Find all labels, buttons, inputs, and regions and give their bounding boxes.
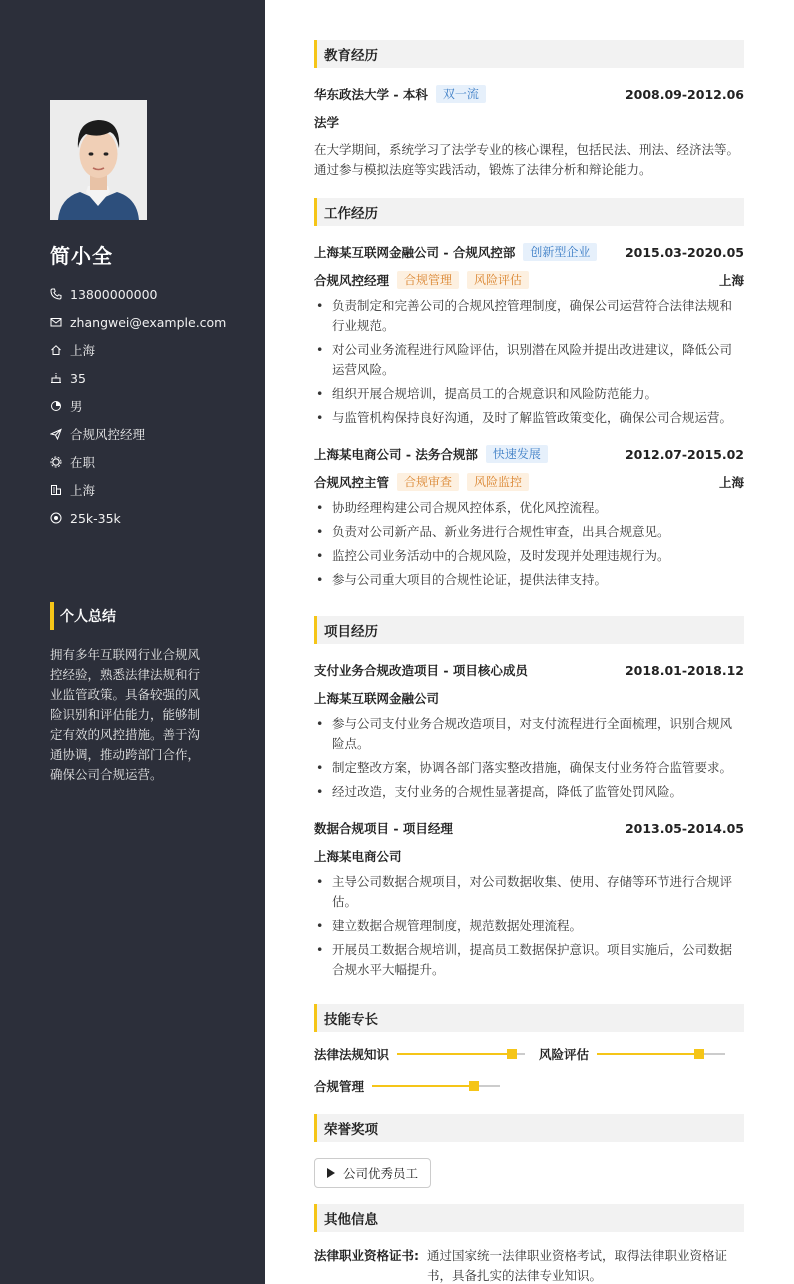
other-info [314,1246,744,1284]
list-item: • 参与公司支付业务合规改造项目，对支付流程进行全面梳理，识别合规风险点。 [314,714,744,754]
info-text: 在职 [70,455,96,470]
major: 法学 [314,115,340,130]
school-name: 华东政法大学 - 本科 [314,87,428,102]
skill-bar [597,1053,725,1055]
info-age [50,364,226,392]
building-icon [50,484,62,496]
info-text: 合规风控经理 [70,427,146,442]
status-icon [50,456,62,468]
person-name: 简小全 [50,244,113,268]
phone-icon [50,288,62,300]
sidebar [0,0,265,1284]
project-company: 上海某电商公司 [314,849,402,864]
list-item: • 负责对公司新产品、新业务进行合规性审查，出具合规意见。 [314,522,744,542]
work-item [314,440,744,590]
send-icon [50,428,62,440]
gender-icon [50,400,62,412]
work-company: 上海某电商公司 - 法务合规部 [314,447,478,462]
work-period: 2015.03-2020.05 [624,244,744,260]
other-label: 法律职业资格证书: [314,1248,419,1263]
award-name: 公司优秀员工 [343,1166,419,1181]
list-item: • 开展员工数据合规培训，提高员工数据保护意识。项目实施后，公司数据合规水平大幅提升。 [314,940,744,980]
project-points [314,872,744,980]
cake-icon [50,372,62,384]
work-heading: 工作经历 [314,198,744,226]
skill-tag: 合规管理 [397,271,459,289]
project-item [314,656,744,802]
education-period: 2008.09-2012.06 [624,86,744,102]
salary-icon [50,512,62,524]
skill-tag: 风险监控 [467,473,529,491]
info-text: 25k-35k [70,510,121,526]
company-tag: 创新型企业 [523,243,597,261]
work-period: 2012.07-2015.02 [624,446,744,462]
info-text: zhangwei@example.com [70,314,227,330]
info-email [50,308,226,336]
skill-bar [397,1053,525,1055]
play-icon [327,1168,335,1178]
work-item [314,238,744,428]
company-tag: 快速发展 [486,445,548,463]
info-location [50,336,226,364]
list-item: • 建立数据合规管理制度，规范数据处理流程。 [314,916,744,936]
info-text: 13800000000 [70,286,158,302]
skills-row [314,1038,744,1070]
work-city: 上海 [718,273,744,288]
info-gender [50,392,226,420]
info-position [50,420,226,448]
list-item: • 负责制定和完善公司的合规风控管理制度，确保公司运营符合法律法规和行业规范。 [314,296,744,336]
skill-name: 法律法规知识 [314,1047,390,1062]
skill-item [314,1077,500,1095]
skills-heading: 技能专长 [314,1004,744,1032]
project-company: 上海某互联网金融公司 [314,691,440,706]
info-text: 男 [70,399,83,414]
list-item: • 对公司业务流程进行风险评估，识别潜在风险并提出改进建议，降低公司运营风险。 [314,340,744,380]
avatar [50,100,147,220]
school-tag: 双一流 [436,85,486,103]
home-icon [50,344,62,356]
info-text: 上海 [70,343,96,358]
other-text: 通过国家统一法律职业资格考试，取得法律职业资格证书，具备扎实的法律专业知识。 [427,1248,728,1283]
contact-info-list [50,280,226,532]
education-heading: 教育经历 [314,40,744,68]
skill-tag: 风险评估 [467,271,529,289]
info-salary [50,504,226,532]
work-city: 上海 [718,475,744,490]
work-points [314,498,744,590]
skill-item [539,1045,725,1063]
skill-name: 合规管理 [314,1079,365,1094]
project-period: 2018.01-2018.12 [624,662,744,678]
list-item: • 主导公司数据合规项目，对公司数据收集、使用、存储等环节进行合规评估。 [314,872,744,912]
summary-text: 拥有多年互联网行业合规风控经验，熟悉法律法规和行业监管政策。具备较强的风险识别和评估能力，能够制定有效的风控措施。善于沟通协调，推动跨部门合作，确保公司合规运营。 [50,647,201,782]
skills-row [314,1070,744,1102]
list-item: • 与监管机构保持良好沟通，及时了解监管政策变化，确保公司合规运营。 [314,408,744,428]
info-phone [50,280,226,308]
list-item: • 参与公司重大项目的合规性论证，提供法律支持。 [314,570,744,590]
work-role: 合规风控经理 [314,273,390,288]
award-badge [314,1158,431,1188]
project-name: 支付业务合规改造项目 - 项目核心成员 [314,663,528,678]
list-item: • 协助经理构建公司合规风控体系，优化风控流程。 [314,498,744,518]
info-text: 35 [70,370,86,386]
list-item: • 经过改造，支付业务的合规性显著提高，降低了监管处罚风险。 [314,782,744,802]
major-row [314,108,744,136]
mail-icon [50,316,62,328]
other-heading: 其他信息 [314,1204,744,1232]
list-item: • 制定整改方案，协调各部门落实整改措施，确保支付业务符合监管要求。 [314,758,744,778]
project-points [314,714,744,802]
skill-item [314,1045,525,1063]
skill-tag: 合规审查 [397,473,459,491]
project-name: 数据合规项目 - 项目经理 [314,821,453,836]
list-item: • 组织开展合规培训，提高员工的合规意识和风险防范能力。 [314,384,744,404]
projects-heading: 项目经历 [314,616,744,644]
education-desc: 在大学期间，系统学习了法学专业的核心课程，包括民法、刑法、经济法等。通过参与模拟法庭等实践活动，锻炼了法律分析和辩论能力。 [314,142,740,177]
skill-bar [372,1085,500,1087]
work-points [314,296,744,428]
summary-heading: 个人总结 [50,602,116,630]
main-content [314,40,744,1284]
project-period: 2013.05-2014.05 [624,820,744,836]
list-item: • 监控公司业务活动中的合规风险，及时发现并处理违规行为。 [314,546,744,566]
project-item [314,814,744,980]
info-text: 上海 [70,483,96,498]
work-company: 上海某互联网金融公司 - 合规风控部 [314,245,516,260]
awards-heading: 荣誉奖项 [314,1114,744,1142]
work-role: 合规风控主管 [314,475,390,490]
education-row [314,80,744,108]
info-status [50,448,226,476]
skill-name: 风险评估 [539,1047,590,1062]
info-city [50,476,226,504]
